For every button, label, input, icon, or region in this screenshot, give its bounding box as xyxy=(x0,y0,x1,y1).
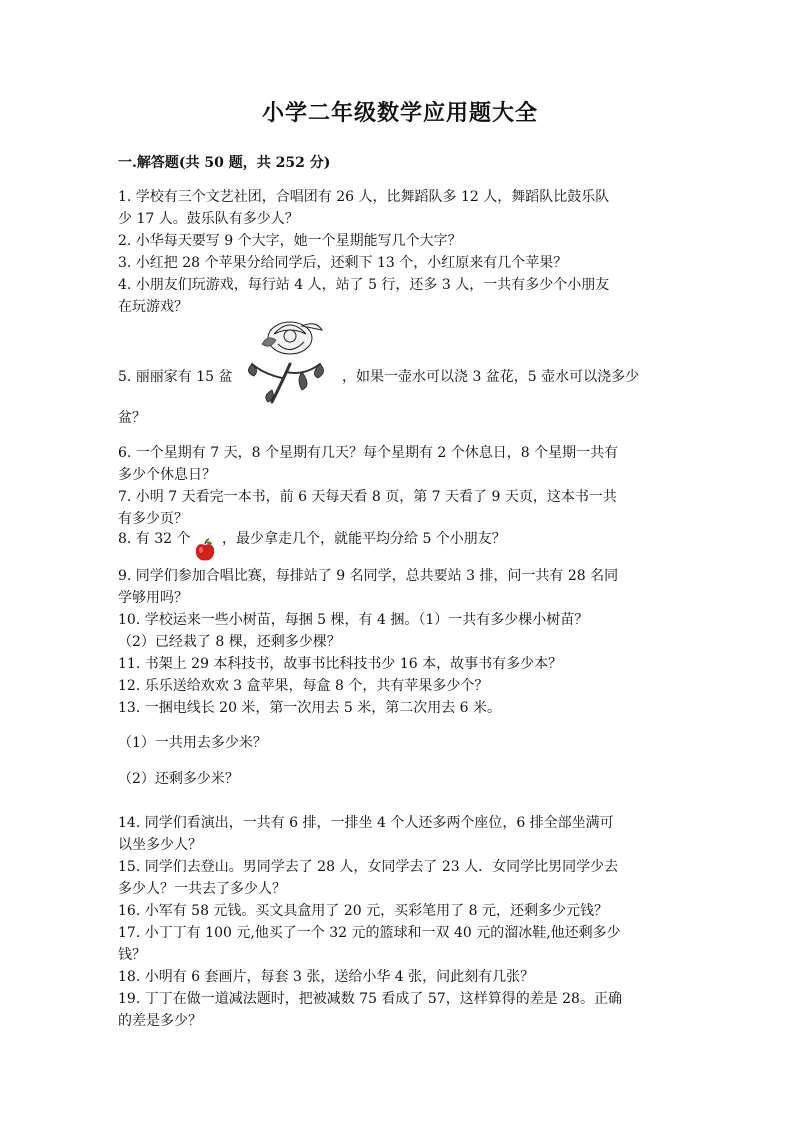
question-12: 12. 乐乐送给欢欢 3 盒苹果，每盒 8 个，共有苹果多少个？ xyxy=(118,678,489,694)
question-11: 11. 书架上 29 本科技书，故事书比科技书少 16 本，故事书有多少本？ xyxy=(118,656,563,672)
question-4-line-2: 在玩游戏？ xyxy=(118,299,188,315)
question-14-line-2: 以坐多少人？ xyxy=(118,837,202,853)
question-9-line-2: 学够用吗？ xyxy=(118,590,188,606)
question-15-line-1: 15. 同学们去登山。男同学去了 28 人，女同学去了 23 人．女同学比男同学少去 xyxy=(118,859,619,875)
question-15-line-2: 多少人？一共去了多少人？ xyxy=(118,881,286,897)
question-17-line-2: 钱？ xyxy=(118,947,146,963)
question-19-line-2: 的差是多少？ xyxy=(118,1013,202,1029)
question-14-line-1: 14. 同学们看演出，一共有 6 排，一排坐 4 个人还多两个座位，6 排全部坐满可 xyxy=(118,815,614,831)
question-7-line-1: 7. 小明 7 天看完一本书，前 6 天每天看 8 页，第 7 天看了 9 天页，这本书一共 xyxy=(118,489,617,505)
question-13-sub-2: （2）还剩多少米？ xyxy=(118,771,239,787)
question-17-line-1: 17. 小丁丁有 100 元,他买了一个 32 元的篮球和一双 40 元的溜冰鞋,他还剩多少 xyxy=(118,925,621,941)
question-13-sub-1: （1）一共用去多少米？ xyxy=(118,735,267,751)
question-13-line-1: 13. 一捆电线长 20 米，第一次用去 5 米，第二次用去 6 米。 xyxy=(118,700,502,716)
question-5-text-after: ，如果一壶水可以浇 3 盆花，5 壶水可以浇多少 xyxy=(342,369,640,385)
red-apple-image xyxy=(194,538,216,562)
question-1-line-2: 少 17 人。鼓乐队有多少人？ xyxy=(118,211,299,227)
question-7-line-2: 有多少页？ xyxy=(118,511,188,527)
question-8-text-before: 8. 有 32 个 xyxy=(118,531,191,547)
question-3: 3. 小红把 28 个苹果分给同学后，还剩下 13 个，小红原来有几个苹果？ xyxy=(118,255,568,271)
question-18: 18. 小明有 6 套画片，每套 3 张，送给小华 4 张，问此刻有几张？ xyxy=(118,969,535,985)
question-9-line-1: 9. 同学们参加合唱比赛，每排站了 9 名同学，总共要站 3 排，问一共有 28 名同 xyxy=(118,568,619,584)
question-4-line-1: 4. 小朋友们玩游戏，每行站 4 人，站了 5 行，还多 3 人，一共有多少个小朋友 xyxy=(118,277,610,293)
page-title: 小学二年级数学应用题大全 xyxy=(261,100,538,126)
rose-flower-image xyxy=(242,312,334,404)
question-5-line-2: 盆？ xyxy=(118,410,146,426)
question-16: 16. 小军有 58 元钱。买文具盒用了 20 元，买彩笔用了 8 元，还剩多少元钱？ xyxy=(118,903,608,919)
question-6-line-1: 6. 一个星期有 7 天，8 个星期有几天？每个星期有 2 个休息日，8 个星期一共有 xyxy=(118,445,619,461)
question-19-line-1: 19. 丁丁在做一道减法题时，把被减数 75 看成了 57，这样算得的差是 28。正确 xyxy=(118,991,622,1007)
question-5-text-before: 5. 丽丽家有 15 盆 xyxy=(118,369,233,385)
question-1-line-1: 1. 学校有三个文艺社团，合唱团有 26 人，比舞蹈队多 12 人，舞蹈队比鼓乐队 xyxy=(118,189,610,205)
question-2: 2. 小华每天要写 9 个大字，她一个星期能写几个大字？ xyxy=(118,233,462,249)
section-heading: 一.解答题(共 50 题，共 252 分) xyxy=(118,155,331,171)
question-10-line-1: 10. 学校运来一些小树苗，每捆 5 棵，有 4 捆。（1）一共有多少棵小树苗？ xyxy=(118,612,589,628)
question-10-line-2: （2）已经栽了 8 棵，还剩多少棵？ xyxy=(118,634,341,650)
question-8-text-after: ，最少拿走几个，就能平均分给 5 个小朋友？ xyxy=(222,531,506,547)
question-6-line-2: 多少个休息日？ xyxy=(118,467,216,483)
